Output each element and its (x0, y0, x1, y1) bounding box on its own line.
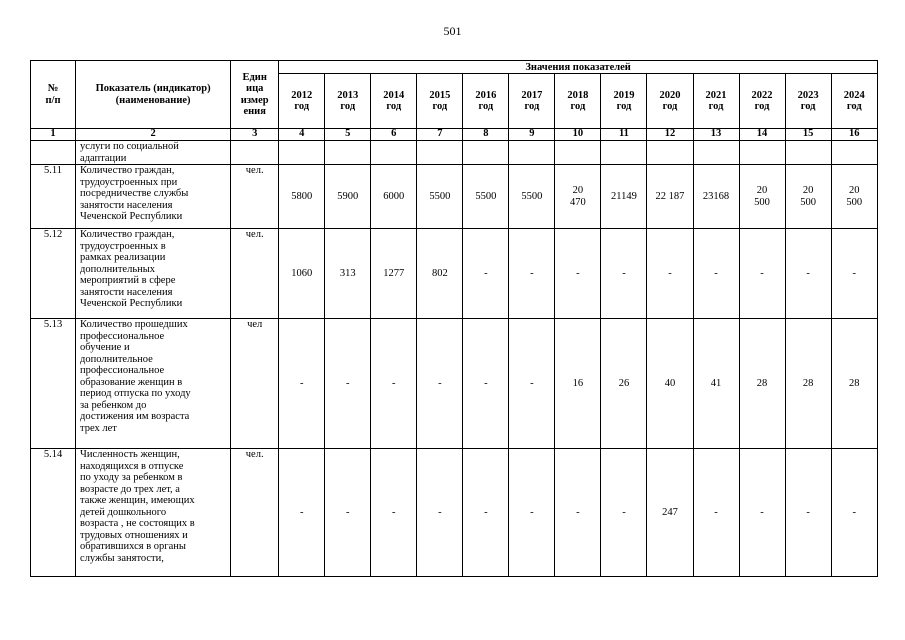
header-year: 2019 год (601, 74, 647, 129)
column-number: 16 (831, 129, 877, 141)
header-year: 2020 год (647, 74, 693, 129)
header-indicator: Показатель (индикатор) (наименование) (76, 61, 231, 129)
value-cell: 20 500 (831, 165, 877, 229)
value-cell: - (831, 449, 877, 577)
value-cell: 20 470 (555, 165, 601, 229)
unit: чел. (231, 449, 279, 577)
value-cell: 41 (693, 319, 739, 449)
value-cell: - (279, 319, 325, 449)
value-cell (509, 141, 555, 165)
value-cell (739, 141, 785, 165)
value-cell: 22 187 (647, 165, 693, 229)
value-cell: 5500 (509, 165, 555, 229)
value-cell: - (371, 449, 417, 577)
value-cell (463, 141, 509, 165)
value-cell: 5800 (279, 165, 325, 229)
row-number (31, 141, 76, 165)
column-number: 5 (325, 129, 371, 141)
unit: чел. (231, 165, 279, 229)
value-cell: - (831, 229, 877, 319)
header-year: 2022 год (739, 74, 785, 129)
column-number: 11 (601, 129, 647, 141)
value-cell: - (739, 229, 785, 319)
value-cell: 5500 (417, 165, 463, 229)
header-year: 2015 год (417, 74, 463, 129)
value-cell: - (739, 449, 785, 577)
value-cell: - (463, 449, 509, 577)
value-cell: 28 (739, 319, 785, 449)
indicator-name: Количество граждан, трудоустроенных при посредничестве службы занятости населения Чеченской Республики (76, 165, 231, 229)
column-number: 14 (739, 129, 785, 141)
column-number: 4 (279, 129, 325, 141)
value-cell: - (325, 449, 371, 577)
value-cell (325, 141, 371, 165)
value-cell: - (785, 449, 831, 577)
column-number: 9 (509, 129, 555, 141)
value-cell: - (555, 449, 601, 577)
value-cell (647, 141, 693, 165)
page-number: 501 (443, 24, 462, 38)
value-cell: - (555, 229, 601, 319)
value-cell: - (371, 319, 417, 449)
value-cell: - (785, 229, 831, 319)
value-cell: 802 (417, 229, 463, 319)
row-number: 5.13 (31, 319, 76, 449)
value-cell: - (647, 229, 693, 319)
table-row (31, 319, 878, 449)
value-cell (417, 141, 463, 165)
header-year: 2017 год (509, 74, 555, 129)
value-cell: - (601, 449, 647, 577)
column-number: 12 (647, 129, 693, 141)
value-cell: 1277 (371, 229, 417, 319)
column-number: 1 (31, 129, 76, 141)
unit: чел (231, 319, 279, 449)
value-cell: 28 (785, 319, 831, 449)
value-cell (555, 141, 601, 165)
unit (231, 141, 279, 165)
header-row-group (31, 61, 878, 74)
value-cell: - (463, 229, 509, 319)
value-cell: 21149 (601, 165, 647, 229)
row-number: 5.11 (31, 165, 76, 229)
header-year: 2021 год (693, 74, 739, 129)
value-cell (831, 141, 877, 165)
indicator-name: Количество прошедших профессиональное обучение и дополнительное профессиональное образование женщин в период отпуска по уходу за ребенком до достижения им возраста трех лет (76, 319, 231, 449)
header-number: № п/п (31, 61, 76, 129)
header-year: 2024 год (831, 74, 877, 129)
header-year: 2013 год (325, 74, 371, 129)
value-cell: - (509, 449, 555, 577)
column-number: 13 (693, 129, 739, 141)
value-cell (785, 141, 831, 165)
header-year: 2014 год (371, 74, 417, 129)
column-number: 6 (371, 129, 417, 141)
value-cell (371, 141, 417, 165)
indicator-name: услуги по социальной адаптации (76, 141, 231, 165)
indicator-name: Количество граждан, трудоустроенных в рамках реализации дополнительных мероприятий в сфере занятости населения Чеченской Республики (76, 229, 231, 319)
header-year: 2016 год (463, 74, 509, 129)
value-cell (279, 141, 325, 165)
column-number: 2 (76, 129, 231, 141)
value-cell: - (601, 229, 647, 319)
column-number: 15 (785, 129, 831, 141)
row-number: 5.12 (31, 229, 76, 319)
value-cell: - (325, 319, 371, 449)
value-cell: 6000 (371, 165, 417, 229)
value-cell: - (417, 319, 463, 449)
header-year: 2018 год (555, 74, 601, 129)
row-number: 5.14 (31, 449, 76, 577)
header-year: 2023 год (785, 74, 831, 129)
value-cell: - (417, 449, 463, 577)
column-number: 10 (555, 129, 601, 141)
header-unit: Един ица измер ения (231, 61, 279, 129)
value-cell: - (509, 319, 555, 449)
header-values-group: Значения показателей (279, 61, 878, 74)
value-cell: - (463, 319, 509, 449)
value-cell: 23168 (693, 165, 739, 229)
value-cell: 26 (601, 319, 647, 449)
value-cell: 20 500 (785, 165, 831, 229)
value-cell (601, 141, 647, 165)
header-year: 2012 год (279, 74, 325, 129)
table-row (31, 141, 878, 165)
indicator-name: Численность женщин, находящихся в отпуске по уходу за ребенком в возрасте до трех лет, а также женщин, имеющих детей дошкольного возраста , не состоящих в трудовых отношениях и обратившихся в органы службы занятости, (76, 449, 231, 577)
value-cell: - (693, 449, 739, 577)
column-number: 7 (417, 129, 463, 141)
value-cell: 1060 (279, 229, 325, 319)
unit: чел. (231, 229, 279, 319)
column-numbers-row (31, 129, 878, 141)
column-number: 8 (463, 129, 509, 141)
table-row (31, 449, 878, 577)
value-cell: - (693, 229, 739, 319)
value-cell: 16 (555, 319, 601, 449)
table-row (31, 229, 878, 319)
value-cell: 20 500 (739, 165, 785, 229)
table-body (31, 141, 878, 577)
value-cell (693, 141, 739, 165)
value-cell: - (509, 229, 555, 319)
value-cell: 247 (647, 449, 693, 577)
value-cell: 40 (647, 319, 693, 449)
value-cell: 313 (325, 229, 371, 319)
value-cell: 28 (831, 319, 877, 449)
value-cell: 5900 (325, 165, 371, 229)
value-cell: 5500 (463, 165, 509, 229)
table-row (31, 165, 878, 229)
column-number: 3 (231, 129, 279, 141)
indicators-table (30, 60, 878, 577)
value-cell: - (279, 449, 325, 577)
